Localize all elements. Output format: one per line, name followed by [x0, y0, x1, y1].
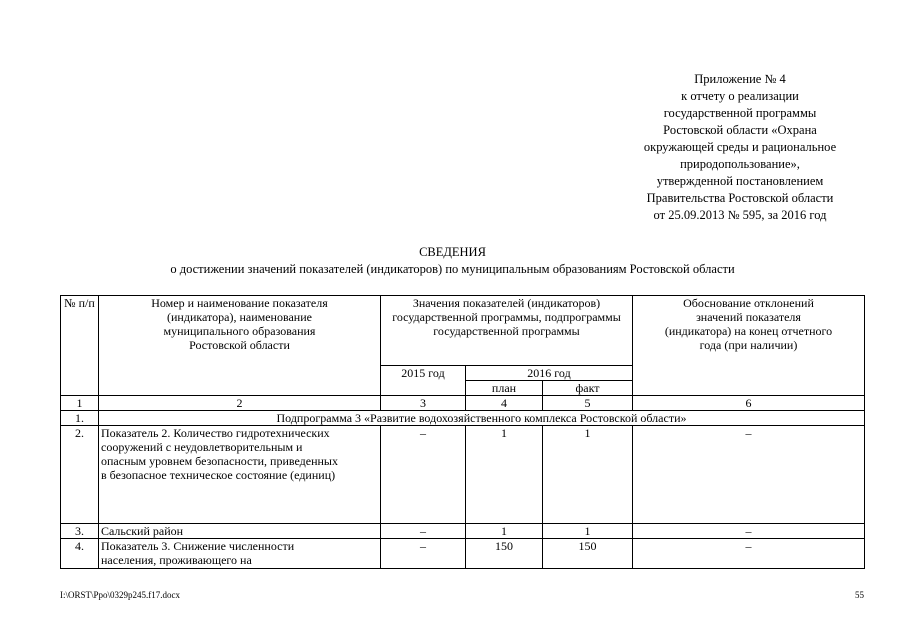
- column-number: 6: [633, 396, 865, 411]
- indicator-name-text: Показатель 3. Снижение численности населения, проживающего на: [101, 539, 295, 566]
- appendix-line: Приложение № 4: [694, 72, 786, 86]
- column-number: 3: [381, 396, 466, 411]
- value-fact: 1: [543, 426, 633, 524]
- row-num: 3.: [61, 524, 99, 539]
- header-year-2015: 2015 год: [381, 366, 466, 396]
- value-fact: 150: [543, 539, 633, 569]
- indicators-table: [60, 295, 865, 569]
- header-num: № п/п: [61, 296, 99, 396]
- value-2015: –: [381, 524, 466, 539]
- appendix-line: Правительства Ростовской области: [646, 191, 834, 205]
- appendix-line: окружающей среды и рациональное: [643, 140, 837, 154]
- appendix-block: [590, 71, 890, 224]
- row-num: 1.: [61, 411, 99, 426]
- column-numbers-row: [61, 396, 865, 411]
- footer-file-path: I:\ORST\Ppo\0329p245.f17.docx: [60, 590, 181, 600]
- justification: –: [633, 539, 865, 569]
- table-row: [61, 539, 865, 569]
- appendix-line: от 25.09.2013 № 595, за 2016 год: [653, 208, 827, 222]
- value-2015: –: [381, 426, 466, 524]
- column-number: 1: [61, 396, 99, 411]
- appendix-line: государственной программы: [663, 106, 817, 120]
- row-num: 2.: [61, 426, 99, 524]
- document-title: СВЕДЕНИЯ: [419, 245, 486, 259]
- appendix-line: к отчету о реализации: [681, 89, 799, 103]
- header-values: Значения показателей (индикаторов) государственной программы, подпрограммы государственной программы: [381, 296, 633, 366]
- value-2015: –: [381, 539, 466, 569]
- column-number: 2: [99, 396, 381, 411]
- value-plan: 1: [466, 524, 543, 539]
- row-num: 4.: [61, 539, 99, 569]
- justification: –: [633, 426, 865, 524]
- indicator-name: Показатель 2. Количество гидротехнических сооружений с неудовлетворительным и опасным уровнем безопасности, приведенных в безопасное техническое состояние (единиц): [99, 426, 381, 524]
- header-fact: факт: [543, 381, 633, 396]
- header-year-2016: 2016 год: [466, 366, 633, 381]
- justification: –: [633, 524, 865, 539]
- column-number: 4: [466, 396, 543, 411]
- appendix-line: утвержденной постановлением: [656, 174, 824, 188]
- document-heading: [0, 244, 905, 278]
- subprogram-row: [61, 411, 865, 426]
- table-row: [61, 524, 865, 539]
- column-number: 5: [543, 396, 633, 411]
- value-plan: 150: [466, 539, 543, 569]
- value-fact: 1: [543, 524, 633, 539]
- indicator-name: [99, 539, 381, 569]
- subprogram-title: Подпрограмма 3 «Развитие водохозяйственного комплекса Ростовской области»: [99, 411, 865, 426]
- document-subtitle: о достижении значений показателей (индикаторов) по муниципальным образованиям Ростовской области: [170, 262, 735, 276]
- municipality-name: Сальский район: [99, 524, 381, 539]
- header-justification: Обоснование отклонений значений показателя (индикатора) на конец отчетного года (при наличии): [633, 296, 865, 396]
- appendix-line: природопользование»,: [680, 157, 800, 171]
- appendix-line: Ростовской области «Охрана: [663, 123, 817, 137]
- header-plan: план: [466, 381, 543, 396]
- table-row: [61, 426, 865, 524]
- value-plan: 1: [466, 426, 543, 524]
- footer-page-number: 55: [855, 590, 864, 600]
- header-name: Номер и наименование показателя (индикатора), наименование муниципального образования Ростовской области: [99, 296, 381, 396]
